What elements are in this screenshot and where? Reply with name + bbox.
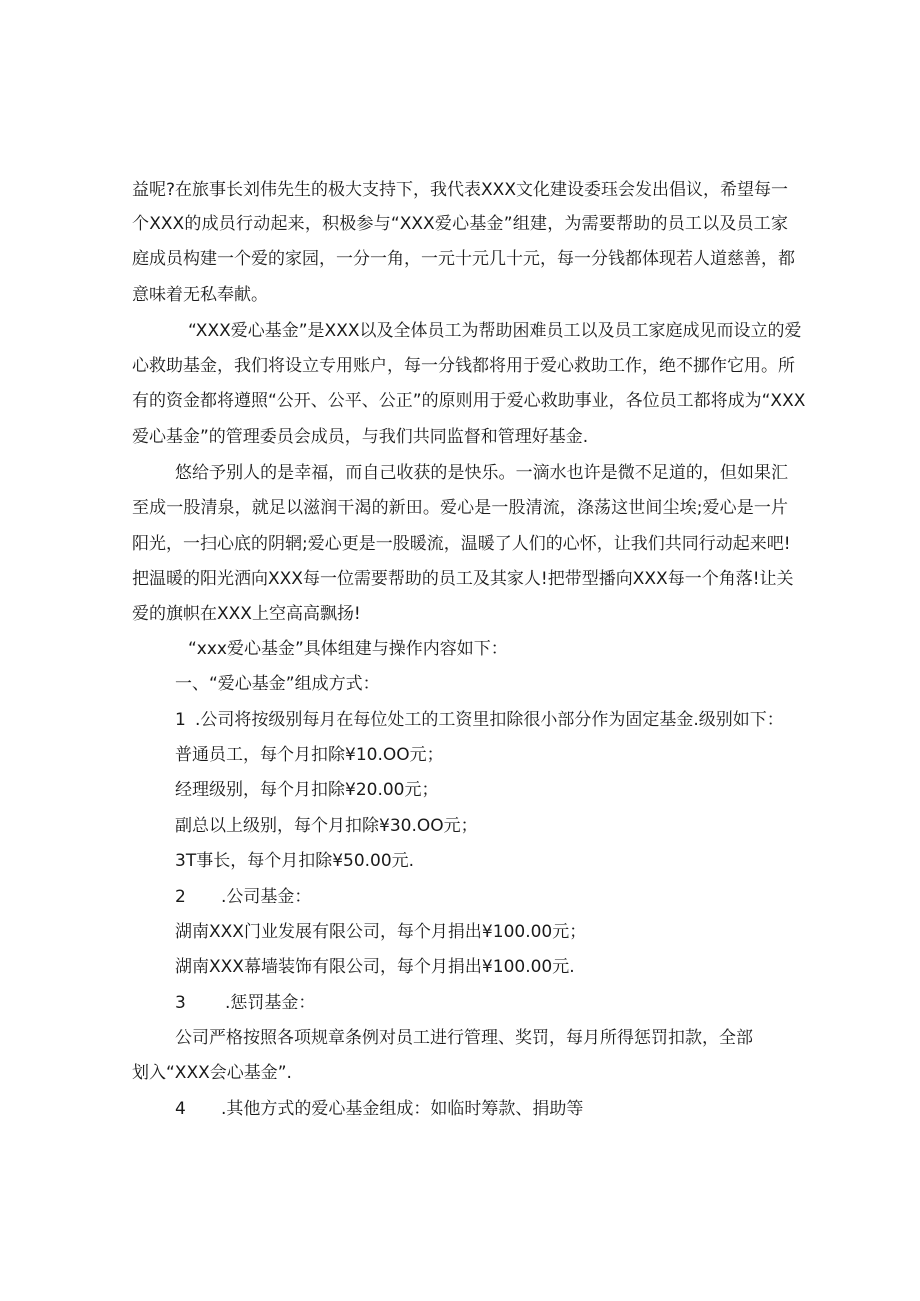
item-2 <box>175 886 311 908</box>
fund-intro: “xxx爱心基金”具体组建与操作内容如下： <box>188 639 508 659</box>
item-4-text: .其他方式的爱心基金组成：如临时筹款、捐助等 <box>221 1099 584 1119</box>
item-3-number: 3 <box>175 993 186 1013</box>
item-2-number: 2 <box>175 887 186 907</box>
level-vp: 副总以上级别，每个月扣除¥30.OO元； <box>175 816 478 836</box>
section-1-heading: 一、“爱心基金”组成方式： <box>175 674 380 694</box>
item-3 <box>175 992 315 1014</box>
item-1 <box>175 709 784 731</box>
level-staff: 普通员工，每个月扣除¥10.OO元； <box>175 745 444 765</box>
paragraph-2-line-4: 爱心基金”的管理委员会成员，与我们共同监督和管理好基金. <box>132 427 589 447</box>
paragraph-3-line-3: 阳光，一扫心底的阴辋;爱心更是一股暖流，温暖了人们的心怀，让我们共同行动起来吧! <box>132 534 791 554</box>
paragraph-3-line-4: 把温暖的阳光洒向XXX每一位需要帮助的员工及其家人!把带型播向XXX每一个角落!让关 <box>132 569 794 589</box>
paragraph-1-line-1: 益呢?在旅事长刘伟先生的极大支持下，我代表XXX文化建设委珏会发出倡议，希望每一 <box>132 180 788 200</box>
penalty-line-1: 公司严格按照各项规章条例对员工进行管理、奖罚，每月所得惩罚扣款，全部 <box>175 1028 753 1048</box>
paragraph-3-line-2: 至成一股清泉，就足以滋润干渴的新田。爱心是一股清流，涤荡这世间尘埃;爱心是一片 <box>132 498 788 518</box>
paragraph-2-line-2: 心救助基金，我们将设立专用账户，每一分钱都将用于爱心救助工作，绝不挪作它用。所 <box>132 356 795 376</box>
penalty-line-2: 划入“XXX会心基金”. <box>132 1063 292 1083</box>
item-1-number: 1 <box>175 710 186 730</box>
paragraph-1-line-3: 庭成员构建一个爱的家园，一分一角，一元十元几十元，每一分钱都体现若人道慈善，都 <box>132 249 795 269</box>
item-4 <box>175 1098 583 1120</box>
company-1: 湖南XXX门业发展有限公司，每个月捐出¥100.00元； <box>175 922 587 942</box>
paragraph-3-line-5: 爱的旗帜在XXX上空高高飘扬! <box>132 604 361 624</box>
item-4-number: 4 <box>175 1099 186 1119</box>
level-chairman: 3T事长，每个月扣除¥50.00元. <box>175 851 415 871</box>
item-1-text: .公司将按级别每月在每位处工的工资里扣除很小部分作为固定基金.级别如下： <box>195 710 784 730</box>
paragraph-2-line-3: 有的资金都将遵照“公开、公平、公正”的原则用于爱心救助事业，各位员工都将成为“XXX <box>132 391 806 411</box>
paragraph-1-line-4: 意味着无私奉献。 <box>132 285 268 305</box>
item-2-text: .公司基金： <box>221 887 312 907</box>
paragraph-1-line-2: 个XXX的成员行动起来，积极参与“XXX爱心基金”组建，为需要帮助的员工以及员工家 <box>132 214 788 234</box>
paragraph-3-line-1: 悠给予别人的是幸福，而自己收获的是快乐。一滴水也许是微不足道的，但如果汇 <box>175 463 788 483</box>
company-2: 湖南XXX幕墙装饰有限公司，每个月捐出¥100.00元. <box>175 957 575 977</box>
item-3-text: .惩罚基金： <box>225 993 316 1013</box>
paragraph-2-line-1: “XXX爱心基金”是XXX以及全体员工为帮助困难员工以及员工家庭成见而设立的爱 <box>188 321 802 341</box>
level-manager: 经理级别，每个月扣除¥20.00元； <box>175 780 439 800</box>
